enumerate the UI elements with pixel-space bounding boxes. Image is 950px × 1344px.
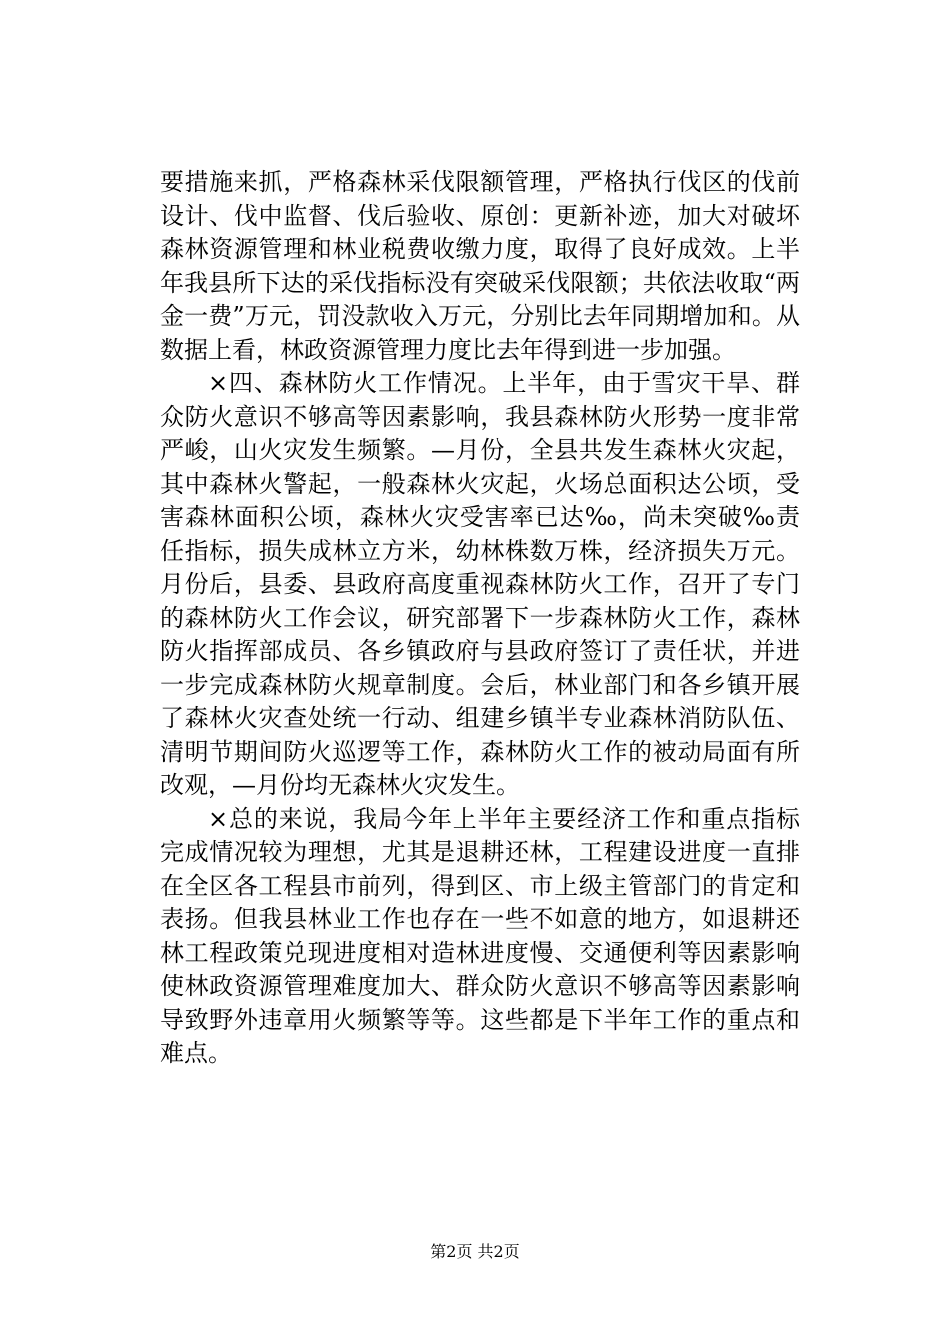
- paragraph-1: 要措施来抓，严格森林采伐限额管理，严格执行伐区的伐前设计、伐中监督、伐后验收、原创：更新补迹，加大对破坏森林资源管理和林业税费收缴力度，取得了良好成效。上半年我县所下达的采伐指标没有突破采伐限额；共依法收取“两金一费”万元，罚没款收入万元，分别比去年同期增加和。从数据上看，林政资源管理力度比去年得到进一步加强。: [160, 168, 800, 364]
- page-footer: 第2页 共2页: [430, 1242, 520, 1261]
- document-body: [160, 166, 800, 1071]
- paragraph-3: ×总的来说，我局今年上半年主要经济工作和重点指标完成情况较为理想，尤其是退耕还林，工程建设进度一直排在全区各工程县市前列，得到区、市上级主管部门的肯定和表扬。但我县林业工作也存在一些不如意的地方，如退耕还林工程政策兑现进度相对造林进度慢、交通便利等因素影响使林政资源管理难度加大、群众防火意识不够高等因素影响导致野外违章用火频繁等等。这些都是下半年工作的重点和难点。: [160, 804, 800, 1067]
- paragraph-2: ×四、森林防火工作情况。上半年，由于雪灾干旱、群众防火意识不够高等因素影响，我县森林防火形势一度非常严峻，山火灾发生频繁。—月份，全县共发生森林火灾起，其中森林火警起，一般森林火灾起，火场总面积达公顷，受害森林面积公顷，森林火灾受害率已达‰，尚未突破‰责任指标，损失成林立方米，幼林株数万株，经济损失万元。月份后，县委、县政府高度重视森林防火工作，召开了专门的森林防火工作会议，研究部署下一步森林防火工作，森林防火指挥部成员、各乡镇政府与县政府签订了责任状，并进一步完成森林防火规章制度。会后，林业部门和各乡镇开展了森林火灾查处统一行动、组建乡镇半专业森林消防队伍、清明节期间防火巡逻等工作，森林防火工作的被动局面有所改观，—月份均无森林火灾发生。: [160, 369, 800, 799]
